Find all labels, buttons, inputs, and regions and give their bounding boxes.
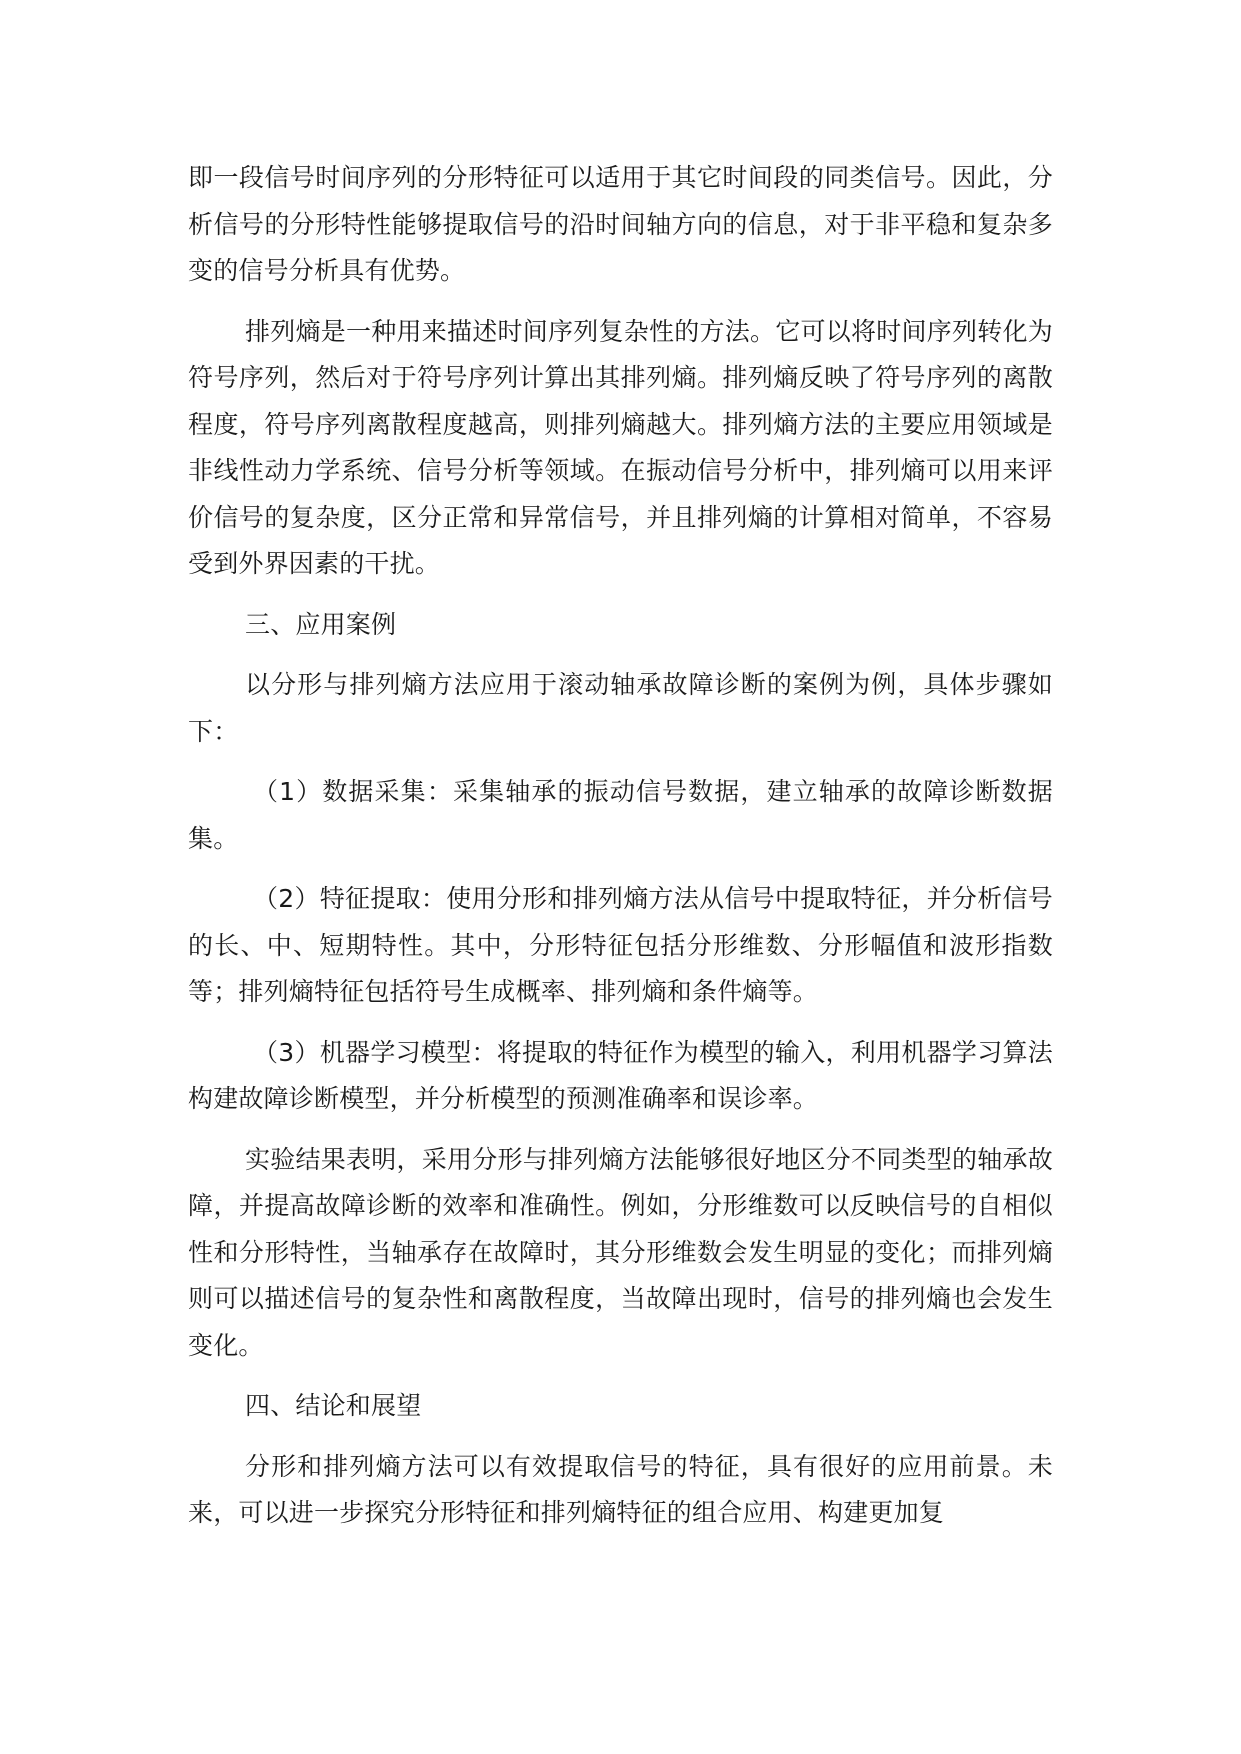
list-item-machine-learning-model: （3）机器学习模型：将提取的特征作为模型的输入，利用机器学习算法构建故障诊断模型，并分析模型的预测准确率和误诊率。: [188, 1037, 1053, 1113]
paragraph-permutation-entropy: 排列熵是一种用来描述时间序列复杂性的方法。它可以将时间序列转化为符号序列，然后对于符号序列计算出其排列熵。排列熵反映了符号序列的离散程度，符号序列离散程度越高，则排列熵越大。排列熵方法的主要应用领域是非线性动力学系统、信号分析等领域。在振动信号分析中，排列熵可以用来评价信号的复杂度，区分正常和异常信号，并且排列熵的计算相对简单，不容易受到外界因素的干扰。: [188, 316, 1053, 578]
document-body: [188, 155, 1053, 1537]
list-item-data-acquisition: （1）数据采集：采集轴承的振动信号数据，建立轴承的故障诊断数据集。: [188, 777, 1053, 853]
section-heading-conclusion: 四、结论和展望: [245, 1391, 422, 1420]
paragraph-experiment-results: 实验结果表明，采用分形与排列熵方法能够很好地区分不同类型的轴承故障，并提高故障诊断的效率和准确性。例如，分形维数可以反映信号的自相似性和分形特性，当轴承存在故障时，其分形维数会发生明显的变化；而排列熵则可以描述信号的复杂性和离散程度，当故障出现时，信号的排列熵也会发生变化。: [188, 1144, 1053, 1360]
paragraph-fractal-continuation: 即一段信号时间序列的分形特征可以适用于其它时间段的同类信号。因此，分析信号的分形特性能够提取信号的沿时间轴方向的信息，对于非平稳和复杂多变的信号分析具有优势。: [188, 163, 1053, 285]
paragraph-conclusion: 分形和排列熵方法可以有效提取信号的特征，具有很好的应用前景。未来，可以进一步探究分形特征和排列熵特征的组合应用、构建更加复: [188, 1451, 1053, 1527]
section-heading-application-case: 三、应用案例: [245, 609, 397, 639]
paragraph-case-intro: 以分形与排列熵方法应用于滚动轴承故障诊断的案例为例，具体步骤如下：: [188, 670, 1053, 746]
list-item-feature-extraction: （2）特征提取：使用分形和排列熵方法从信号中提取特征，并分析信号的长、中、短期特性。其中，分形特征包括分形维数、分形幅值和波形指数等；排列熵特征包括符号生成概率、排列熵和条件熵等。: [188, 884, 1053, 1006]
